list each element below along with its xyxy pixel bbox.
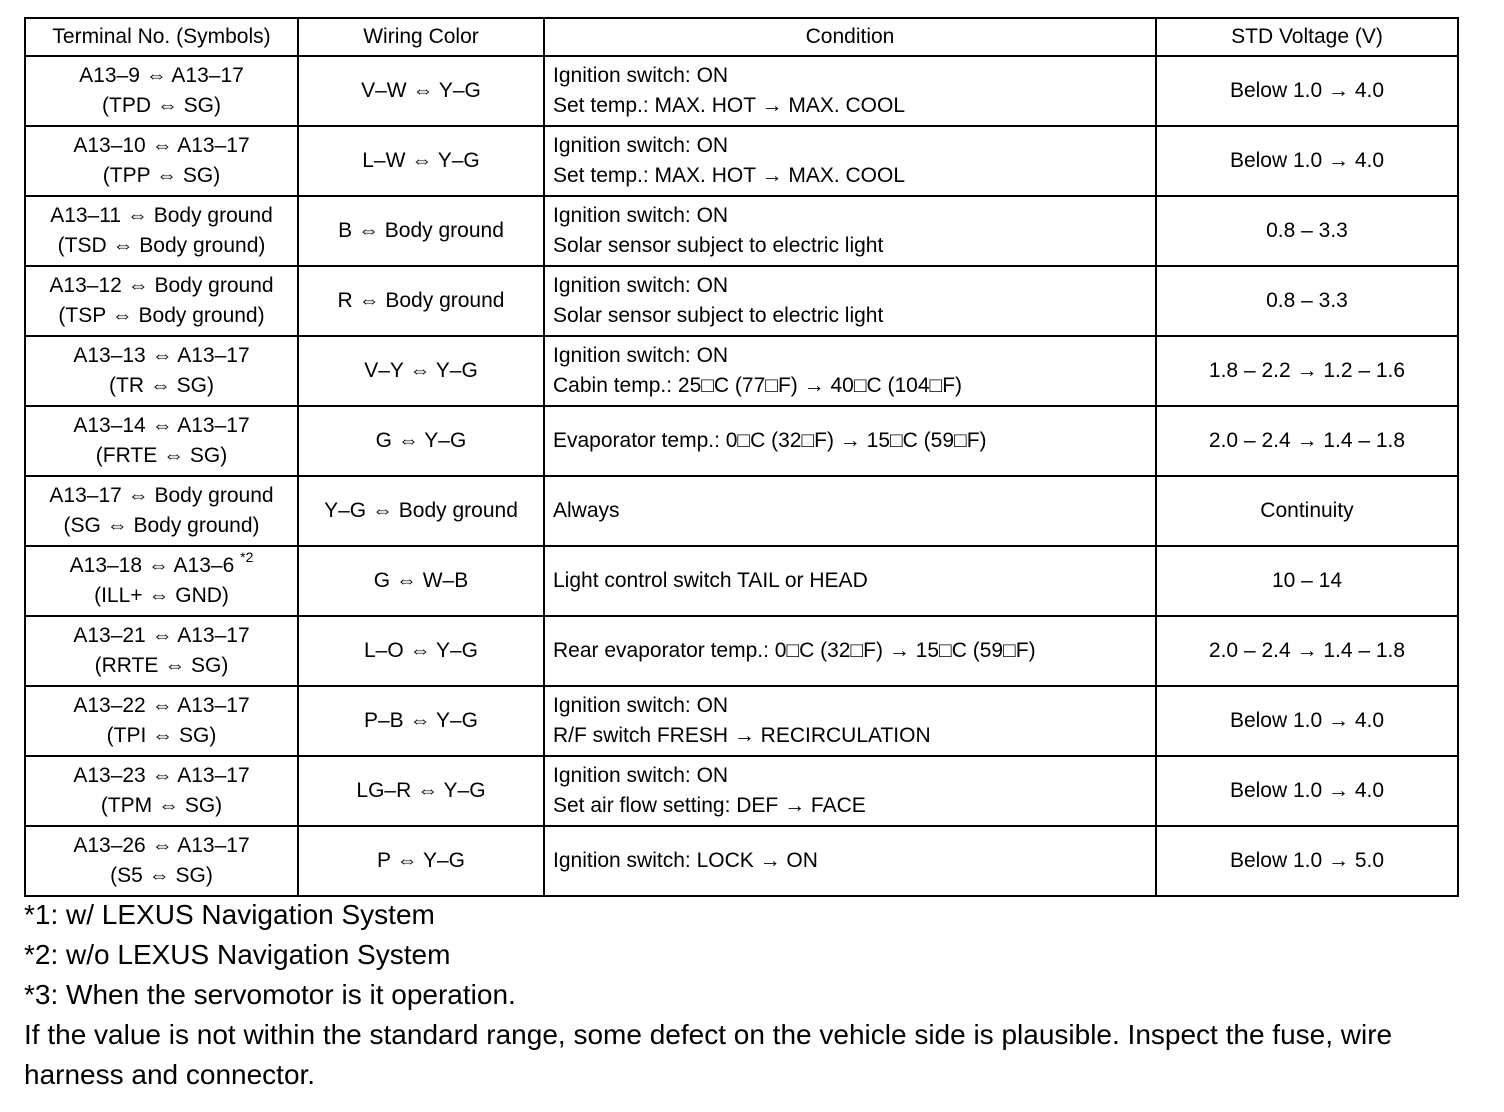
header-condition: Condition xyxy=(544,18,1156,56)
condition-cell xyxy=(544,196,1156,266)
terminal-text: A13–21 ⇔ A13–17 xyxy=(73,624,250,647)
wiring-color-cell: V–Y ⇔ Y–G xyxy=(298,336,544,406)
condition-cell xyxy=(544,406,1156,476)
symbols-text: (S5 ⇔ SG) xyxy=(110,864,213,887)
table-row xyxy=(25,686,1458,756)
condition-line-2: Solar sensor subject to electric light xyxy=(553,234,884,257)
condition-cell xyxy=(544,546,1156,616)
table-row xyxy=(25,406,1458,476)
table-row xyxy=(25,826,1458,896)
voltage-spec-table xyxy=(24,17,1459,897)
terminal-text: A13–18 ⇔ A13–6 xyxy=(69,554,235,577)
condition-line-1: Ignition switch: ON xyxy=(553,134,729,157)
std-voltage-cell: Below 1.0 → 5.0 xyxy=(1156,826,1458,896)
terminal-text: A13–22 ⇔ A13–17 xyxy=(73,694,250,717)
condition-cell xyxy=(544,616,1156,686)
condition-line-1: Ignition switch: ON xyxy=(553,764,729,787)
wiring-color-cell: G ⇔ W–B xyxy=(298,546,544,616)
terminal-line xyxy=(34,551,289,581)
symbols-text: (TPP ⇔ SG) xyxy=(102,164,221,187)
condition-cell xyxy=(544,126,1156,196)
symbols-text: (FRTE ⇔ SG) xyxy=(95,444,228,467)
table-row xyxy=(25,126,1458,196)
terminal-text: A13–26 ⇔ A13–17 xyxy=(73,834,250,857)
terminal-line xyxy=(34,271,289,301)
condition-line-1: Ignition switch: LOCK → ON xyxy=(553,849,818,872)
terminal-line xyxy=(34,201,289,231)
voltage-spec-table-container xyxy=(24,17,1459,897)
footnote-1: *1: w/ LEXUS Navigation System xyxy=(24,899,435,930)
symbols-text: (TPM ⇔ SG) xyxy=(100,794,223,817)
terminal-text: A13–12 ⇔ Body ground xyxy=(49,274,274,297)
wiring-color-cell: G ⇔ Y–G xyxy=(298,406,544,476)
terminal-line xyxy=(34,761,289,791)
symbols-text: (TSP ⇔ Body ground) xyxy=(58,304,265,327)
condition-line-1: Always xyxy=(553,499,620,522)
wiring-color-cell: R ⇔ Body ground xyxy=(298,266,544,336)
footnote-3: *3: When the servomotor is it operation. xyxy=(24,979,516,1010)
std-voltage-cell: 1.8 – 2.2 → 1.2 – 1.6 xyxy=(1156,336,1458,406)
condition-line-1: Ignition switch: ON xyxy=(553,694,729,717)
terminal-text: A13–11 ⇔ Body ground xyxy=(50,204,273,227)
terminal-cell xyxy=(25,686,298,756)
header-wiring-color: Wiring Color xyxy=(298,18,544,56)
table-row xyxy=(25,336,1458,406)
inspection-note: If the value is not within the standard range, some defect on the vehicle side is plausible. Inspect the fuse, wire harness and connector. xyxy=(24,1019,1393,1090)
wiring-color-cell: B ⇔ Body ground xyxy=(298,196,544,266)
terminal-line xyxy=(34,61,289,91)
table-row xyxy=(25,616,1458,686)
condition-line-2: Set air flow setting: DEF → FACE xyxy=(553,794,866,817)
symbols-text: (TSD ⇔ Body ground) xyxy=(57,234,266,257)
condition-line-2: Cabin temp.: 25□C (77□F) → 40□C (104□F) xyxy=(553,374,963,397)
symbols-text: (TR ⇔ SG) xyxy=(109,374,214,397)
std-voltage-cell: Below 1.0 → 4.0 xyxy=(1156,756,1458,826)
terminal-cell xyxy=(25,266,298,336)
wiring-color-cell: Y–G ⇔ Body ground xyxy=(298,476,544,546)
terminal-line xyxy=(34,621,289,651)
wiring-color-cell: P–B ⇔ Y–G xyxy=(298,686,544,756)
terminal-cell xyxy=(25,56,298,126)
table-row xyxy=(25,196,1458,266)
symbols-text: (ILL+ ⇔ GND) xyxy=(94,584,229,607)
table-header-row xyxy=(25,18,1458,56)
header-terminal: Terminal No. (Symbols) xyxy=(25,18,298,56)
condition-cell xyxy=(544,336,1156,406)
terminal-cell xyxy=(25,126,298,196)
terminal-cell xyxy=(25,476,298,546)
condition-cell xyxy=(544,266,1156,336)
footnote-2: *2: w/o LEXUS Navigation System xyxy=(24,939,451,970)
std-voltage-cell: Continuity xyxy=(1156,476,1458,546)
condition-line-2: Set temp.: MAX. HOT → MAX. COOL xyxy=(553,94,906,117)
condition-line-2: Solar sensor subject to electric light xyxy=(553,304,884,327)
std-voltage-cell: 0.8 – 3.3 xyxy=(1156,196,1458,266)
table-row xyxy=(25,56,1458,126)
std-voltage-cell: 10 – 14 xyxy=(1156,546,1458,616)
wiring-color-cell: L–O ⇔ Y–G xyxy=(298,616,544,686)
wiring-color-cell: L–W ⇔ Y–G xyxy=(298,126,544,196)
condition-line-1: Ignition switch: ON xyxy=(553,344,729,367)
table-row xyxy=(25,756,1458,826)
terminal-text: A13–13 ⇔ A13–17 xyxy=(73,344,250,367)
condition-cell xyxy=(544,476,1156,546)
condition-cell xyxy=(544,826,1156,896)
std-voltage-cell: Below 1.0 → 4.0 xyxy=(1156,686,1458,756)
terminal-text: A13–9 ⇔ A13–17 xyxy=(79,64,244,87)
terminal-line xyxy=(34,481,289,511)
condition-line-1: Ignition switch: ON xyxy=(553,64,729,87)
std-voltage-cell: 0.8 – 3.3 xyxy=(1156,266,1458,336)
condition-cell xyxy=(544,56,1156,126)
terminal-line xyxy=(34,831,289,861)
terminal-cell xyxy=(25,756,298,826)
condition-line-1: Ignition switch: ON xyxy=(553,204,729,227)
footnote-marker: *2 xyxy=(240,549,254,565)
condition-line-2: R/F switch FRESH → RECIRCULATION xyxy=(553,724,931,747)
wiring-color-cell: V–W ⇔ Y–G xyxy=(298,56,544,126)
std-voltage-cell: 2.0 – 2.4 → 1.4 – 1.8 xyxy=(1156,406,1458,476)
terminal-text: A13–10 ⇔ A13–17 xyxy=(73,134,250,157)
symbols-text: (RRTE ⇔ SG) xyxy=(94,654,229,677)
terminal-cell xyxy=(25,826,298,896)
wiring-color-cell: P ⇔ Y–G xyxy=(298,826,544,896)
symbols-text: (TPD ⇔ SG) xyxy=(102,94,221,117)
table-row xyxy=(25,476,1458,546)
condition-cell xyxy=(544,756,1156,826)
terminal-text: A13–17 ⇔ Body ground xyxy=(49,484,274,507)
terminal-text: A13–23 ⇔ A13–17 xyxy=(73,764,250,787)
terminal-line xyxy=(34,131,289,161)
symbols-text: (SG ⇔ Body ground) xyxy=(63,514,260,537)
condition-line-1: Evaporator temp.: 0□C (32□F) → 15□C (59□F) xyxy=(553,429,987,452)
terminal-cell xyxy=(25,406,298,476)
terminal-line xyxy=(34,411,289,441)
std-voltage-cell: 2.0 – 2.4 → 1.4 – 1.8 xyxy=(1156,616,1458,686)
condition-line-1: Light control switch TAIL or HEAD xyxy=(553,569,868,592)
condition-line-1: Ignition switch: ON xyxy=(553,274,729,297)
terminal-cell xyxy=(25,546,298,616)
terminal-line xyxy=(34,341,289,371)
terminal-line xyxy=(34,691,289,721)
terminal-cell xyxy=(25,336,298,406)
terminal-cell xyxy=(25,196,298,266)
table-row xyxy=(25,266,1458,336)
table-body xyxy=(25,56,1458,896)
table-row xyxy=(25,546,1458,616)
wiring-color-cell: LG–R ⇔ Y–G xyxy=(298,756,544,826)
condition-cell xyxy=(544,686,1156,756)
std-voltage-cell: Below 1.0 → 4.0 xyxy=(1156,56,1458,126)
symbols-text: (TPI ⇔ SG) xyxy=(106,724,217,747)
std-voltage-cell: Below 1.0 → 4.0 xyxy=(1156,126,1458,196)
terminal-cell xyxy=(25,616,298,686)
condition-line-2: Set temp.: MAX. HOT → MAX. COOL xyxy=(553,164,906,187)
footnotes xyxy=(24,895,1464,1095)
terminal-text: A13–14 ⇔ A13–17 xyxy=(73,414,250,437)
condition-line-1: Rear evaporator temp.: 0□C (32□F) → 15□C (59□F) xyxy=(553,639,1036,662)
header-std-voltage: STD Voltage (V) xyxy=(1156,18,1458,56)
